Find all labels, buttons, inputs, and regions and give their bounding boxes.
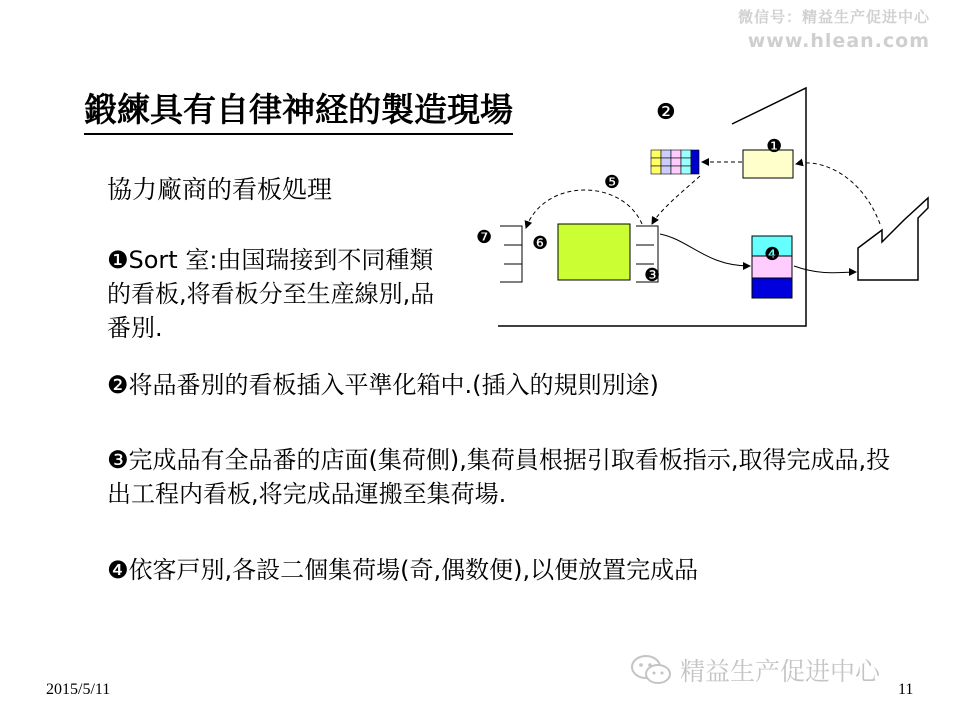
- footer-brand: [630, 652, 880, 688]
- production-process-box: [558, 224, 630, 280]
- paragraph-step-3: ❸完成品有全品番的店面(集荷側),集荷員根据引取看板指示,取得完成品,投出工程内看板,将完成品運搬至集荷場.: [107, 446, 891, 508]
- watermark-wechat: 微信号：精益生产促进中心: [737, 8, 930, 26]
- paragraph-step-4: ❹依客戸別,各設二個集荷場(奇,偶数便),以便放置完成品: [107, 556, 699, 584]
- kanban-flow-diagram: [470, 80, 950, 340]
- page-number: 11: [898, 681, 914, 698]
- material-flow-lanes-to-supplier: [794, 266, 856, 273]
- heijunka-box: [651, 150, 699, 174]
- marker-5-icon: ❺: [604, 172, 621, 193]
- slide-title: 鍛練具有自律神経的製造現場: [84, 84, 513, 135]
- supplier-factory-icon: [858, 198, 928, 280]
- marker-3-icon: ❸: [644, 265, 661, 286]
- marker-6-icon: ❻: [532, 233, 549, 254]
- slide-subtitle: 協力廠商的看板処理: [107, 175, 333, 204]
- in-process-kanban-post: [500, 226, 522, 282]
- wechat-icon: [630, 653, 674, 687]
- kanban-flow-store-to-post: [526, 190, 642, 228]
- kanban-flow-supplier-to-sort: [796, 163, 880, 224]
- watermark-website: www.hlean.com: [747, 30, 930, 52]
- paragraph-step-2: ❷将品番別的看板插入平準化箱中.(插入的規則別途): [107, 371, 659, 399]
- footer-brand-label: 精益生产促进中心: [680, 657, 881, 686]
- title-step-marker: ❷: [656, 100, 676, 125]
- paragraph-step-1: ❶Sort 室:由国瑞接到不同種類的看板,将看板分至生産線別,品番別.: [107, 246, 435, 342]
- marker-4-icon: ❹: [764, 244, 781, 265]
- marker-1-icon: ❶: [766, 136, 783, 157]
- marker-7-icon: ❼: [476, 227, 493, 248]
- material-flow-store-to-lanes: [660, 234, 750, 266]
- footer-date: 2015/5/11: [46, 681, 111, 698]
- kanban-flow-heijunka-to-store: [652, 176, 700, 224]
